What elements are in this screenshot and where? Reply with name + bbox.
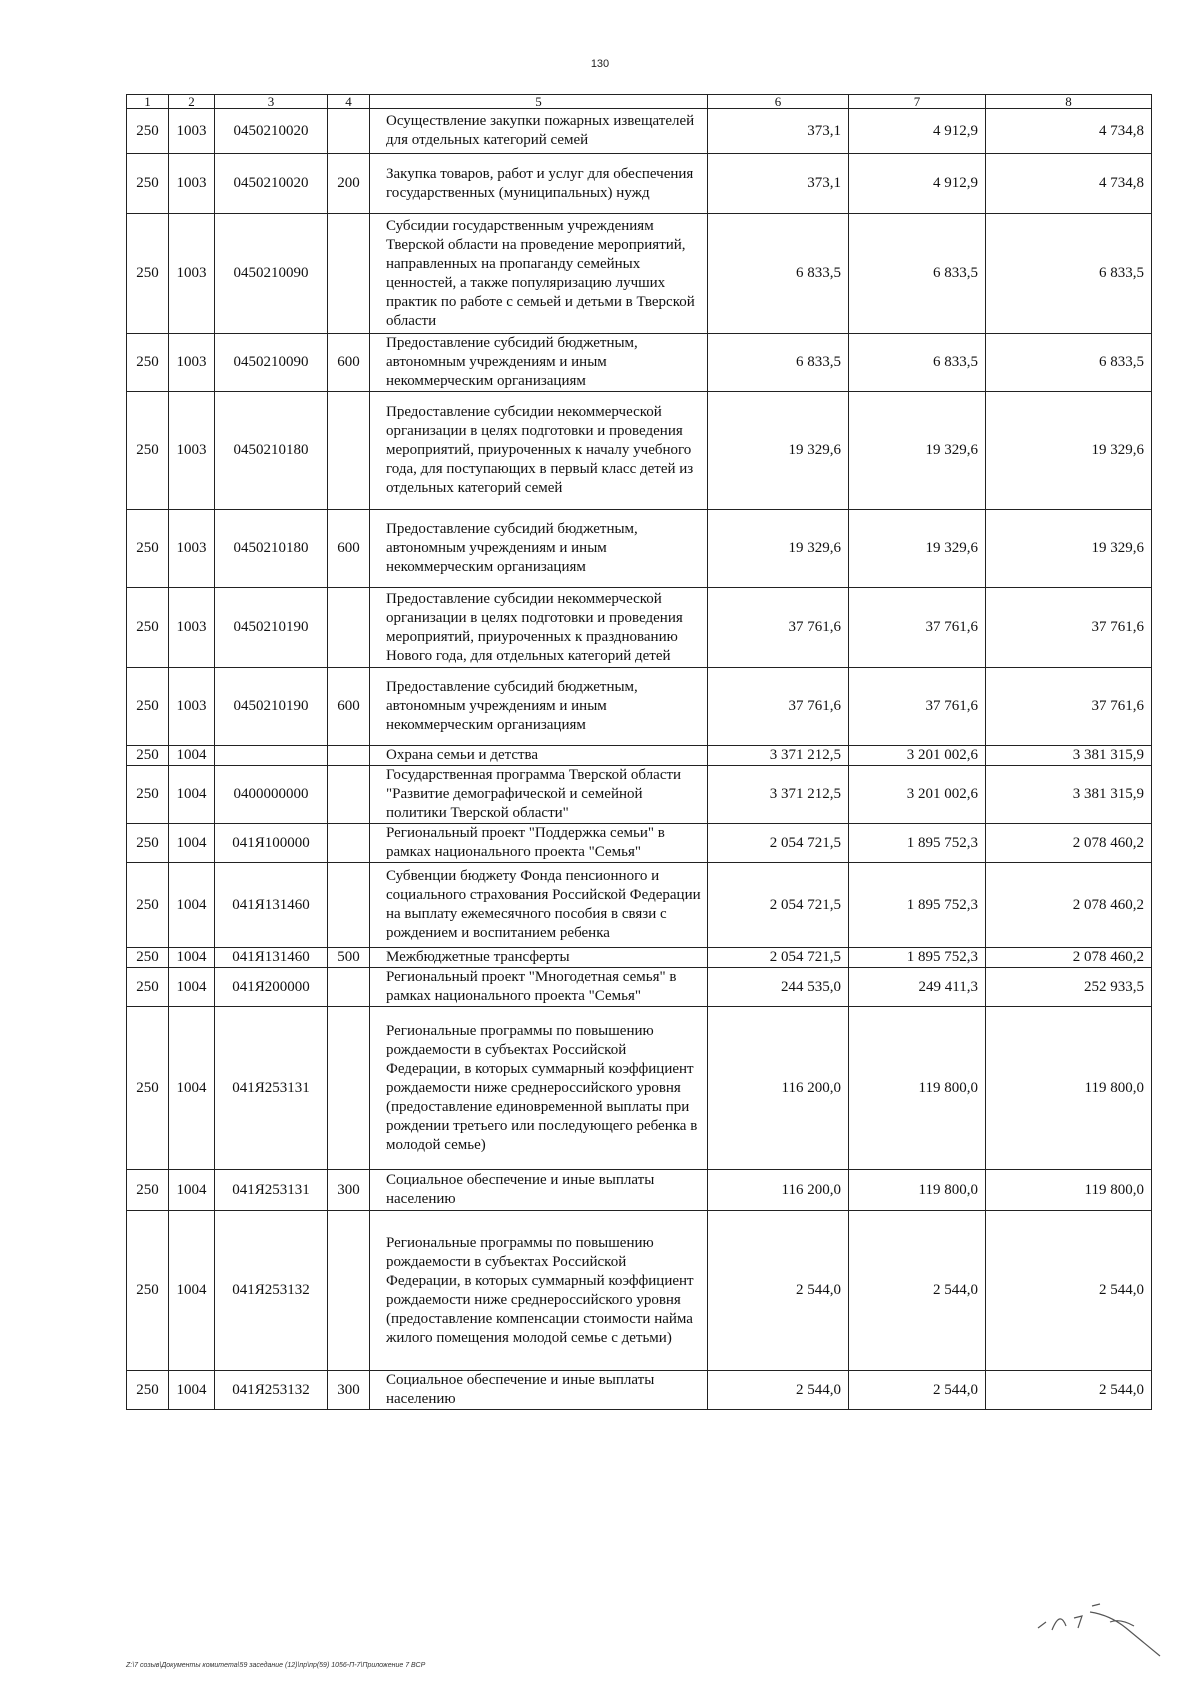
expense-type-code [328,588,370,668]
budget-admin-code: 250 [127,154,169,214]
column-header: 5 [370,95,708,109]
table-row [127,510,1152,588]
column-header: 8 [986,95,1152,109]
amount-col-7: 6 833,5 [849,214,986,334]
amount-col-7: 3 201 002,6 [849,766,986,824]
amount-col-6: 2 544,0 [708,1211,849,1371]
budget-admin-code: 250 [127,863,169,948]
amount-col-6: 116 200,0 [708,1007,849,1170]
target-article-code: 041Я253131 [215,1170,328,1211]
item-name: Региональный проект "Поддержка семьи" в рамках национального проекта "Семья" [370,824,708,863]
amount-col-8: 19 329,6 [986,392,1152,510]
amount-col-7: 4 912,9 [849,109,986,154]
table-row [127,766,1152,824]
section-code: 1003 [169,510,215,588]
section-code: 1003 [169,668,215,746]
section-code: 1003 [169,588,215,668]
budget-admin-code: 250 [127,1170,169,1211]
amount-col-7: 119 800,0 [849,1170,986,1211]
section-code: 1004 [169,948,215,968]
expense-type-code [328,109,370,154]
budget-admin-code: 250 [127,1371,169,1410]
target-article-code: 0450210090 [215,334,328,392]
amount-col-8: 2 078 460,2 [986,824,1152,863]
target-article-code: 0450210090 [215,214,328,334]
section-code: 1004 [169,746,215,766]
table-row [127,968,1152,1007]
item-name: Государственная программа Тверской области "Развитие демографической и семейной политики Тверской области" [370,766,708,824]
table-row [127,746,1152,766]
table-row [127,1211,1152,1371]
amount-col-7: 19 329,6 [849,510,986,588]
budget-admin-code: 250 [127,392,169,510]
amount-col-6: 2 054 721,5 [708,948,849,968]
table-body [127,109,1152,1410]
target-article-code: 041Я131460 [215,863,328,948]
item-name: Социальное обеспечение и иные выплаты населению [370,1371,708,1410]
section-code: 1004 [169,1170,215,1211]
column-number-row [127,95,1152,109]
budget-admin-code: 250 [127,588,169,668]
target-article-code: 0450210020 [215,109,328,154]
handwritten-signature [1030,1570,1180,1660]
amount-col-7: 3 201 002,6 [849,746,986,766]
budget-admin-code: 250 [127,948,169,968]
target-article-code: 041Я131460 [215,948,328,968]
section-code: 1004 [169,968,215,1007]
item-name: Субвенции бюджету Фонда пенсионного и социального страхования Российской Федерации на выплату ежемесячного пособия в связи с рождением и воспитанием ребенка [370,863,708,948]
amount-col-7: 2 544,0 [849,1211,986,1371]
amount-col-6: 19 329,6 [708,510,849,588]
amount-col-8: 6 833,5 [986,214,1152,334]
table-row [127,1007,1152,1170]
column-header: 2 [169,95,215,109]
amount-col-8: 37 761,6 [986,588,1152,668]
target-article-code: 0450210020 [215,154,328,214]
expense-type-code: 300 [328,1170,370,1211]
section-code: 1004 [169,1211,215,1371]
target-article-code: 041Я253131 [215,1007,328,1170]
amount-col-8: 2 078 460,2 [986,948,1152,968]
page-number: 130 [590,58,610,70]
expense-type-code: 200 [328,154,370,214]
amount-col-7: 2 544,0 [849,1371,986,1410]
target-article-code: 0450210190 [215,588,328,668]
budget-admin-code: 250 [127,334,169,392]
amount-col-6: 116 200,0 [708,1170,849,1211]
amount-col-8: 2 078 460,2 [986,863,1152,948]
table-row [127,392,1152,510]
amount-col-7: 1 895 752,3 [849,824,986,863]
section-code: 1004 [169,863,215,948]
target-article-code: 0450210180 [215,510,328,588]
section-code: 1003 [169,109,215,154]
table-row [127,863,1152,948]
target-article-code: 041Я253132 [215,1371,328,1410]
amount-col-8: 119 800,0 [986,1170,1152,1211]
target-article-code: 041Я253132 [215,1211,328,1371]
amount-col-8: 119 800,0 [986,1007,1152,1170]
table-row [127,214,1152,334]
item-name: Охрана семьи и детства [370,746,708,766]
amount-col-8: 37 761,6 [986,668,1152,746]
budget-admin-code: 250 [127,824,169,863]
amount-col-8: 3 381 315,9 [986,746,1152,766]
amount-col-7: 1 895 752,3 [849,863,986,948]
item-name: Межбюджетные трансферты [370,948,708,968]
budget-admin-code: 250 [127,668,169,746]
item-name: Предоставление субсидии некоммерческой организации в целях подготовки и проведения мероприятий, приуроченных к началу учебного года, для поступающих в первый класс детей из отдельных категорий семей [370,392,708,510]
target-article-code: 0400000000 [215,766,328,824]
expense-type-code: 600 [328,334,370,392]
amount-col-7: 37 761,6 [849,588,986,668]
table-row [127,334,1152,392]
item-name: Предоставление субсидий бюджетным, автономным учреждениям и иным некоммерческим организациям [370,668,708,746]
target-article-code: 0450210190 [215,668,328,746]
target-article-code: 041Я200000 [215,968,328,1007]
expense-type-code [328,824,370,863]
amount-col-6: 2 054 721,5 [708,863,849,948]
budget-admin-code: 250 [127,746,169,766]
amount-col-8: 19 329,6 [986,510,1152,588]
amount-col-8: 3 381 315,9 [986,766,1152,824]
item-name: Закупка товаров, работ и услуг для обеспечения государственных (муниципальных) нужд [370,154,708,214]
expense-type-code [328,766,370,824]
expense-type-code: 500 [328,948,370,968]
table-row [127,824,1152,863]
column-header: 1 [127,95,169,109]
expense-type-code: 600 [328,510,370,588]
section-code: 1003 [169,334,215,392]
expense-type-code [328,214,370,334]
column-header: 6 [708,95,849,109]
budget-admin-code: 250 [127,109,169,154]
target-article-code: 0450210180 [215,392,328,510]
table-row [127,109,1152,154]
budget-admin-code: 250 [127,766,169,824]
table-row [127,154,1152,214]
item-name: Региональный проект "Многодетная семья" в рамках национального проекта "Семья" [370,968,708,1007]
amount-col-7: 1 895 752,3 [849,948,986,968]
amount-col-6: 6 833,5 [708,334,849,392]
section-code: 1003 [169,392,215,510]
item-name: Предоставление субсидии некоммерческой организации в целях подготовки и проведения мероприятий, приуроченных к празднованию Нового года, для отдельных категорий детей [370,588,708,668]
item-name: Субсидии государственным учреждениям Тверской области на проведение мероприятий, направленных на пропаганду семейных ценностей, а также популяризацию лучших практик по работе с семьей и детьми в Тверской области [370,214,708,334]
expense-type-code [328,1007,370,1170]
table-row [127,668,1152,746]
item-name: Социальное обеспечение и иные выплаты населению [370,1170,708,1211]
amount-col-6: 2 054 721,5 [708,824,849,863]
section-code: 1004 [169,1007,215,1170]
amount-col-8: 2 544,0 [986,1371,1152,1410]
target-article-code: 041Я100000 [215,824,328,863]
amount-col-6: 373,1 [708,154,849,214]
section-code: 1004 [169,766,215,824]
budget-admin-code: 250 [127,510,169,588]
amount-col-8: 252 933,5 [986,968,1152,1007]
expense-type-code [328,1211,370,1371]
footer-file-path: Z:\7 созыв\Документы комитета\59 заседание (12)\пр\пр(59) 1056-П-7\Приложение 7 ВСР [126,1662,426,1669]
item-name: Предоставление субсидий бюджетным, автономным учреждениям и иным некоммерческим организациям [370,510,708,588]
amount-col-8: 4 734,8 [986,109,1152,154]
budget-admin-code: 250 [127,214,169,334]
amount-col-8: 2 544,0 [986,1211,1152,1371]
table-row [127,1371,1152,1410]
item-name: Региональные программы по повышению рождаемости в субъектах Российской Федерации, в которых суммарный коэффициент рождаемости ниже среднероссийского уровня (предоставление компенсации стоимости найма жилого помещения молодой семье с детьми) [370,1211,708,1371]
amount-col-7: 6 833,5 [849,334,986,392]
column-header: 4 [328,95,370,109]
budget-admin-code: 250 [127,968,169,1007]
amount-col-8: 4 734,8 [986,154,1152,214]
section-code: 1003 [169,214,215,334]
amount-col-7: 4 912,9 [849,154,986,214]
amount-col-6: 37 761,6 [708,588,849,668]
budget-admin-code: 250 [127,1211,169,1371]
target-article-code [215,746,328,766]
expense-type-code: 300 [328,1371,370,1410]
amount-col-6: 373,1 [708,109,849,154]
table-row [127,948,1152,968]
column-header: 3 [215,95,328,109]
expense-type-code [328,746,370,766]
budget-admin-code: 250 [127,1007,169,1170]
amount-col-6: 37 761,6 [708,668,849,746]
amount-col-7: 37 761,6 [849,668,986,746]
section-code: 1004 [169,824,215,863]
item-name: Осуществление закупки пожарных извещателей для отдельных категорий семей [370,109,708,154]
table-row [127,1170,1152,1211]
amount-col-6: 3 371 212,5 [708,766,849,824]
amount-col-7: 249 411,3 [849,968,986,1007]
amount-col-6: 2 544,0 [708,1371,849,1410]
section-code: 1003 [169,154,215,214]
amount-col-7: 19 329,6 [849,392,986,510]
amount-col-6: 6 833,5 [708,214,849,334]
amount-col-6: 3 371 212,5 [708,746,849,766]
expense-type-code: 600 [328,668,370,746]
amount-col-8: 6 833,5 [986,334,1152,392]
expense-type-code [328,968,370,1007]
budget-table [126,94,1152,1410]
amount-col-6: 244 535,0 [708,968,849,1007]
section-code: 1004 [169,1371,215,1410]
amount-col-7: 119 800,0 [849,1007,986,1170]
item-name: Региональные программы по повышению рождаемости в субъектах Российской Федерации, в которых суммарный коэффициент рождаемости ниже среднероссийского уровня (предоставление единовременной выплаты при рождении третьего или последующего ребенка в молодой семье) [370,1007,708,1170]
table-row [127,588,1152,668]
column-header: 7 [849,95,986,109]
expense-type-code [328,863,370,948]
amount-col-6: 19 329,6 [708,392,849,510]
item-name: Предоставление субсидий бюджетным, автономным учреждениям и иным некоммерческим организациям [370,334,708,392]
expense-type-code [328,392,370,510]
